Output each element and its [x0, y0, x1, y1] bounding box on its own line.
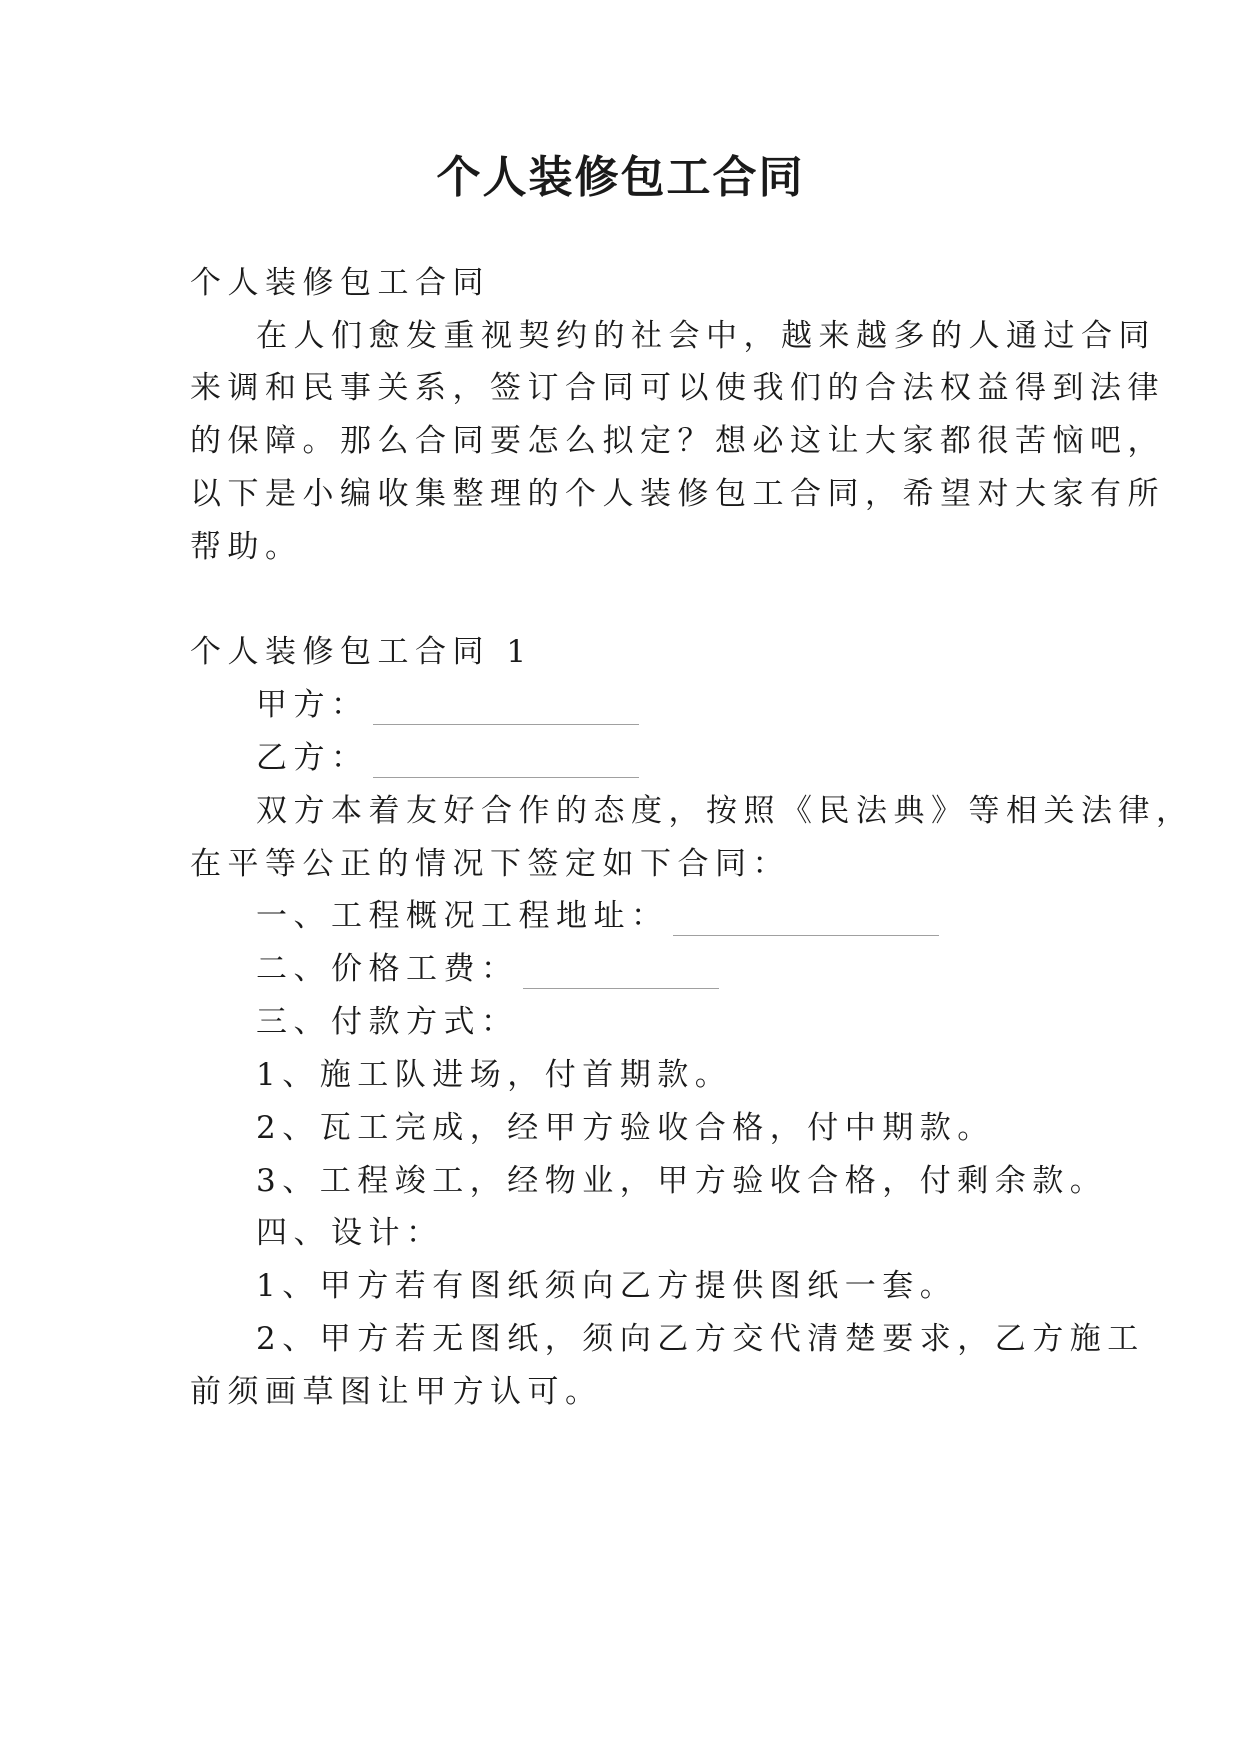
party-a-label: 甲方：: [256, 687, 369, 723]
design-item-1: 1、甲方若有图纸须向乙方提供图纸一套。: [256, 1268, 958, 1304]
preamble-line-2: 在平等公正的情况下签定如下合同：: [190, 846, 790, 882]
party-b-row: [256, 738, 639, 778]
payment-item-2: 2、瓦工完成，经甲方验收合格，付中期款。: [256, 1110, 995, 1146]
section-title: 个人装修包工合同 1: [190, 634, 533, 670]
preamble-line-1: 双方本着友好合作的态度，按照《民法典》等相关法律，: [256, 793, 1194, 829]
design-item-2-continued: 前须画草图让甲方认可。: [190, 1374, 603, 1410]
clause-2-label: 二、价格工费：: [256, 951, 519, 987]
intro-line-3: 的保障。那么合同要怎么拟定？想必这让大家都很苦恼吧，: [190, 423, 1165, 459]
intro-line-1: 在人们愈发重视契约的社会中，越来越多的人通过合同: [256, 318, 1156, 354]
clause-1-label: 一、工程概况工程地址：: [256, 898, 669, 934]
party-a-row: [256, 685, 639, 725]
intro-line-2: 来调和民事关系，签订合同可以使我们的合法权益得到法律: [190, 370, 1165, 406]
clause-1-row: [256, 896, 939, 936]
intro-line-4: 以下是小编收集整理的个人装修包工合同，希望对大家有所: [190, 476, 1165, 512]
design-item-2: 2、甲方若无图纸，须向乙方交代清楚要求，乙方施工: [256, 1321, 1145, 1357]
clause-3: 三、付款方式：: [256, 1004, 519, 1040]
document-subtitle: 个人装修包工合同: [190, 265, 490, 301]
address-blank: [673, 905, 939, 936]
document-title: 个人装修包工合同: [436, 152, 805, 203]
price-blank: [523, 958, 719, 989]
intro-line-5: 帮助。: [190, 529, 303, 565]
clause-2-row: [256, 949, 719, 989]
party-a-blank: [373, 694, 639, 725]
party-b-label: 乙方：: [256, 740, 369, 776]
payment-item-1: 1、施工队进场，付首期款。: [256, 1057, 733, 1093]
party-b-blank: [373, 747, 639, 778]
payment-item-3: 3、工程竣工，经物业，甲方验收合格，付剩余款。: [256, 1163, 1108, 1199]
clause-4: 四、设计：: [256, 1215, 444, 1251]
